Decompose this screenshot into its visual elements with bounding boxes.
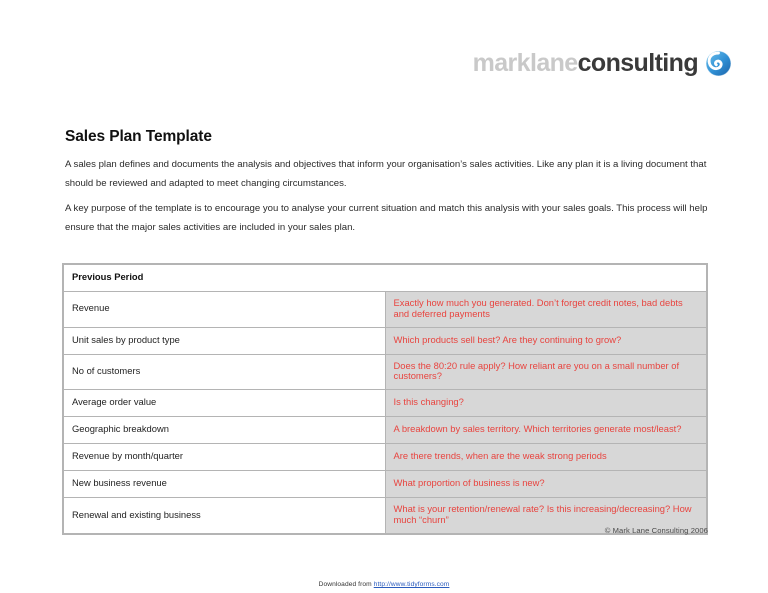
table-row [64,444,707,471]
row-label: Renewal and existing business [64,498,386,534]
row-label: Revenue [64,292,386,328]
swirl-spiral-icon [705,50,732,77]
table-row [64,417,707,444]
copyright-notice: © Mark Lane Consulting 2006 [604,526,708,535]
row-hint[interactable]: Exactly how much you generated. Don’t forget credit notes, bad debts and deferred payments [385,292,707,328]
brand-logo [473,50,732,77]
row-label: No of customers [64,354,386,390]
row-hint[interactable]: Are there trends, when are the weak strong periods [385,444,707,471]
row-label: Average order value [64,390,386,417]
table-row [64,390,707,417]
table-row [64,354,707,390]
page-title: Sales Plan Template [65,128,212,145]
intro-paragraph-2: A key purpose of the template is to encourage you to analyse your current situation and match this analysis with your sales goals. This process will help ensure that the major sales activities are included in your sales plan. [65,203,708,234]
row-hint[interactable]: What is your retention/renewal rate? Is this increasing/decreasing? How much “churn” [385,498,707,534]
row-hint[interactable]: Which products sell best? Are they continuing to grow? [385,327,707,354]
brand-name-dark: consulting [577,49,698,77]
row-hint[interactable]: What proportion of business is new? [385,471,707,498]
intro-paragraph-1: A sales plan defines and documents the analysis and objectives that inform your organisation’s sales activities. Like any plan it is a living document that should be reviewed and adapted to meet changing circumstances. [65,159,707,190]
table-row [64,292,707,328]
table-section-header: Previous Period [64,265,707,292]
row-label: New business revenue [64,471,386,498]
row-hint[interactable]: Does the 80:20 rule apply? How reliant are you on a small number of customers? [385,354,707,390]
row-label: Revenue by month/quarter [64,444,386,471]
download-prefix-label: Downloaded from [318,581,374,588]
row-label: Geographic breakdown [64,417,386,444]
row-hint[interactable]: A breakdown by sales territory. Which territories generate most/least? [385,417,707,444]
row-hint[interactable]: Is this changing? [385,390,707,417]
tidyforms-link[interactable]: http://www.tidyforms.com [373,581,450,588]
row-label: Unit sales by product type [64,327,386,354]
download-attribution [0,581,768,588]
previous-period-table [62,263,708,535]
brand-name-light: marklane [472,49,578,77]
table-body [64,265,707,534]
table-header-row [64,265,707,292]
table-row [64,327,707,354]
brand-wordmark [473,51,698,76]
table-row [64,471,707,498]
